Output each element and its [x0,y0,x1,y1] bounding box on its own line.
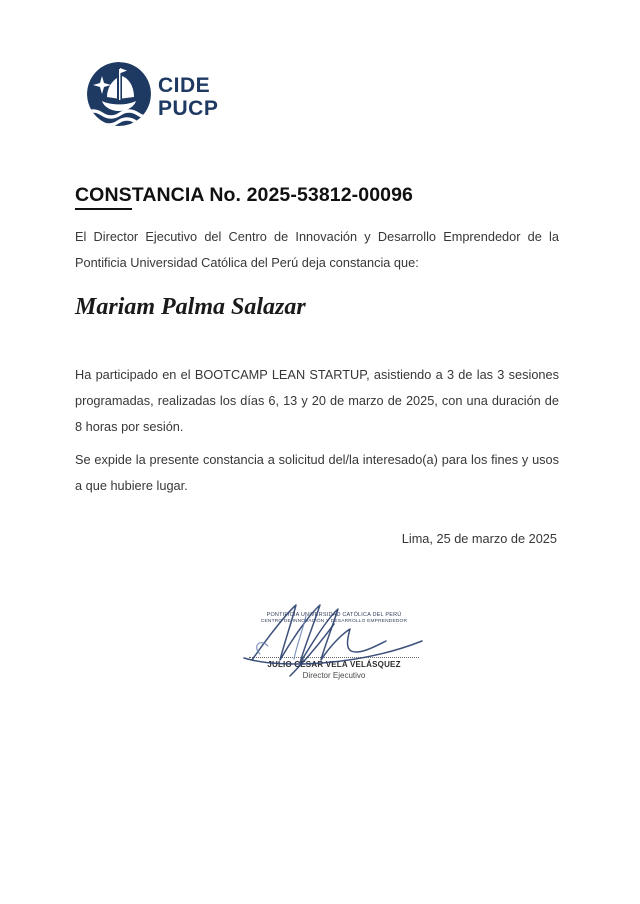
signature-space [248,625,420,657]
recipient-name: Mariam Palma Salazar [75,294,306,320]
date-line: Lima, 25 de marzo de 2025 [401,531,557,546]
closing-line-2: a que hubiere lugar. [75,478,188,493]
stamp-center-line: CENTRO DE INNOVACIÓN Y DESARROLLO EMPRENDEDOR [260,619,408,624]
brand-wordmark [158,74,218,120]
cide-pucp-logo-icon [86,61,152,127]
participation-line-2: programadas, realizadas los días 6, 13 y 20 de marzo de 2025, con una duración de [75,393,559,408]
brand-acronym-cide: CIDE [158,74,211,97]
closing-line-1: Se expide la presente constancia a solicitud del/la interesado(a) para los fines y usos [75,452,559,467]
participation-line-3: 8 horas por sesión. [75,419,184,434]
document-title [75,184,575,210]
intro-line-2: Pontificia Universidad Católica del Perú deja constancia que: [75,255,419,270]
signature-rule [249,657,419,658]
signature-block [248,612,420,680]
participation-paragraph [75,362,559,440]
document-title-rest: TANCIA No. 2025-53812-00096 [131,184,414,206]
brand-acronym-pucp: PUCP [158,97,219,120]
intro-line-1: El Director Ejecutivo del Centro de Innovación y Desarrollo Emprendedor de la [75,229,559,244]
closing-paragraph [75,447,559,499]
stamp-university-line: PONTIFICIA UNIVERSIDAD CATÓLICA DEL PERÚ [266,612,402,618]
signer-name: JULIO CÉSAR VELA VELÁSQUEZ [267,660,401,669]
participation-line-1: Ha participado en el BOOTCAMP LEAN STARTUP, asistiendo a 3 de las 3 sesiones [75,367,559,382]
document-title-underlined: CONS [75,184,132,210]
intro-paragraph [75,224,559,276]
signer-title: Director Ejecutivo [302,671,366,680]
